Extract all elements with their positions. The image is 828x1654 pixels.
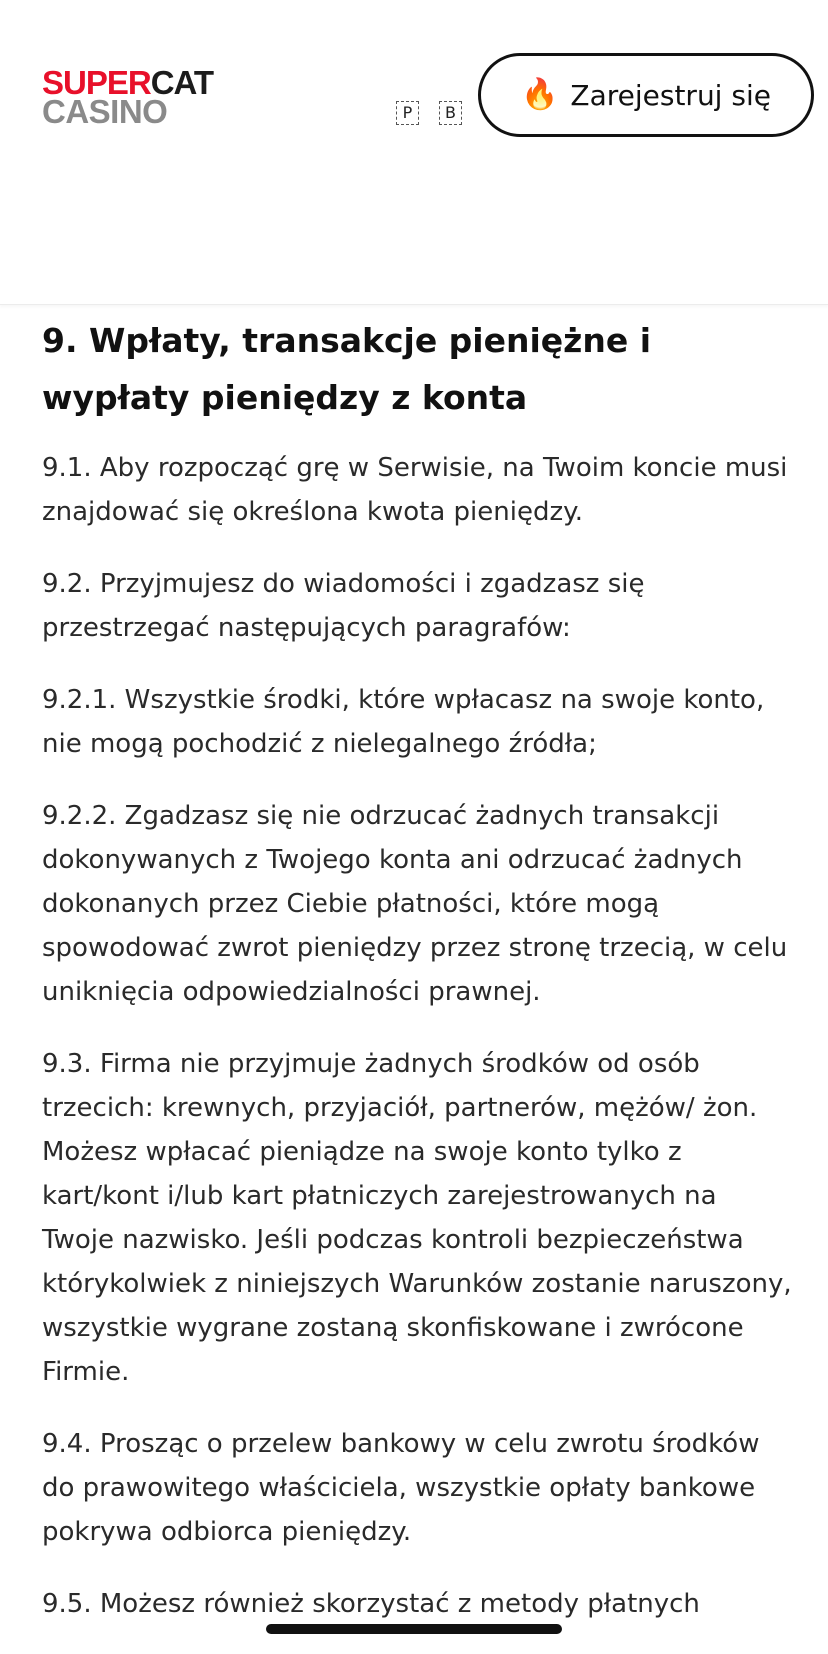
paragraph-9-2-1: 9.2.1. Wszystkie środki, które wpłacasz na swoje konto, nie mogą pochodzić z nielegalnego źródła;: [42, 685, 765, 759]
register-button-label: Zarejestruj się: [570, 78, 771, 112]
paragraph-9-3: 9.3. Firma nie przyjmuje żadnych środków od osób trzecich: krewnych, przyjaciół, partnerów, mężów/ żon. Możesz wpłacać pieniądze na swoje konto tylko z kart/kont i/lub kart płatniczych zarejestrowanych na Twoje nazwisko. Jeśli podczas kontroli bezpieczeństwa którykolwiek z niniejszych Warunków zostanie naruszony, wszystkie wygrane zostaną skonfiskowane i zwrócone Firmie.: [42, 1049, 792, 1387]
site-header: [0, 0, 828, 305]
logo-cat-text: CAT: [150, 64, 214, 101]
paragraph-9-1: 9.1. Aby rozpocząć grę w Serwisie, na Twoim koncie musi znajdować się określona kwota pieniędzy.: [42, 453, 788, 527]
home-indicator[interactable]: [266, 1624, 562, 1634]
paragraph-9-2-2: 9.2.2. Zgadzasz się nie odrzucać żadnych transakcji dokonywanych z Twojego konta ani odrzucać żadnych dokonanych przez Ciebie płatności, które mogą spowodować zwrot pieniędzy przez stronę trzecią, w celu uniknięcia odpowiedzialności prawnej.: [42, 801, 788, 1007]
register-button[interactable]: [478, 53, 814, 137]
paragraph-9-4: 9.4. Prosząc o przelew bankowy w celu zwrotu środków do prawowitego właściciela, wszystkie opłaty bankowe pokrywa odbiorca pieniędzy.: [42, 1429, 760, 1547]
logo-line-1: [42, 64, 214, 101]
logo-casino-text: CASINO: [42, 92, 168, 130]
paragraph-9-2: 9.2. Przyjmujesz do wiadomości i zgadzasz się przestrzegać następujących paragrafów:: [42, 569, 645, 643]
casino-logo[interactable]: [42, 64, 214, 130]
mini-button-b[interactable]: B: [439, 101, 462, 125]
paragraph-9-5: 9.5. Możesz również skorzystać z metody płatnych: [42, 1589, 700, 1619]
section-title: 9. Wpłaty, transakcje pieniężne i wypłaty pieniędzy z konta: [42, 321, 652, 417]
mini-button-p[interactable]: P: [396, 101, 419, 125]
fire-icon: 🔥: [521, 77, 559, 112]
logo-super-text: SUPER: [42, 64, 151, 101]
terms-content: [42, 312, 792, 1654]
